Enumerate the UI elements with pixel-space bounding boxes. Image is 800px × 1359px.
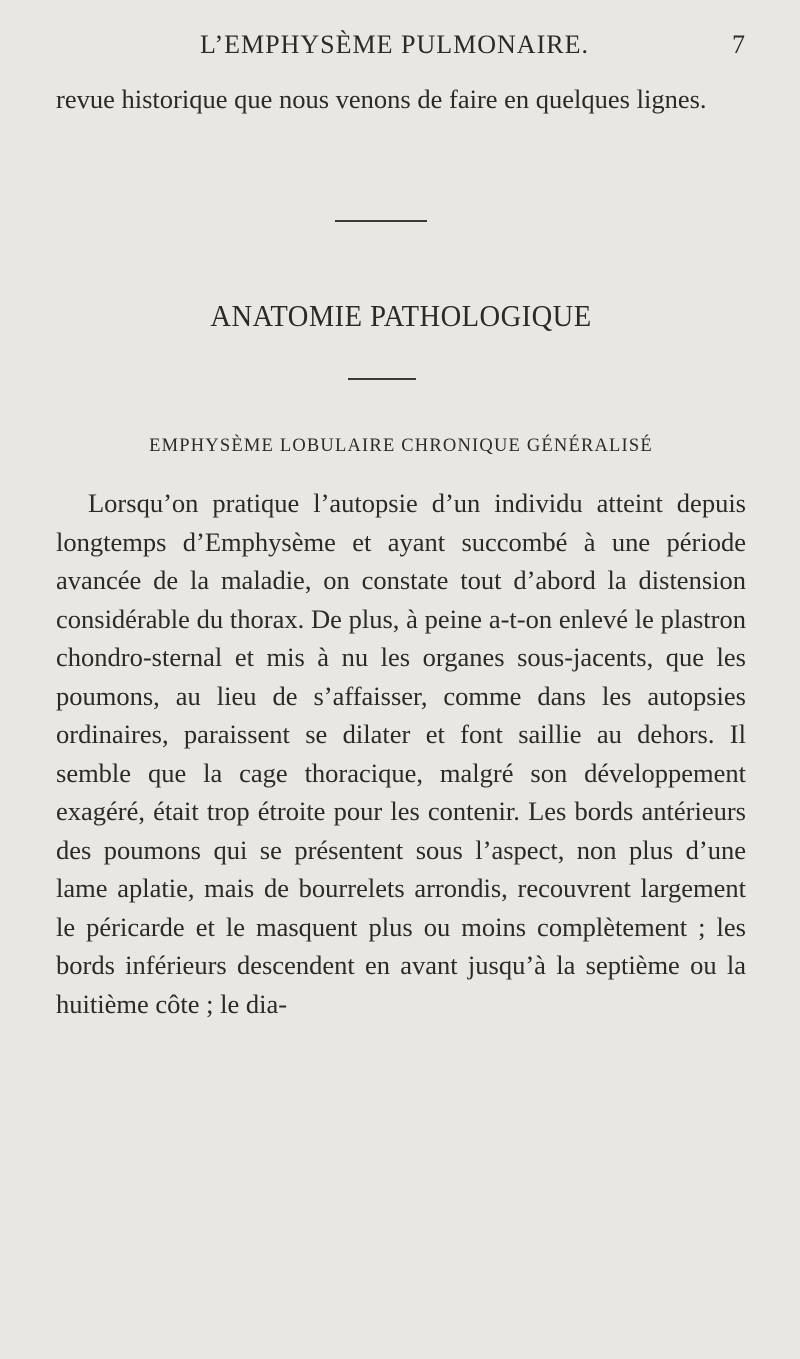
section-title: ANATOMIE PATHOLOGIQUE [210,298,592,333]
divider-rule-bottom [348,378,416,380]
divider-rule-top [335,220,427,222]
section-subtitle: EMPHYSÈME LOBULAIRE CHRONIQUE GÉNÉRALISÉ [149,436,653,456]
running-title: L’EMPHYSÈME PULMONAIRE. [200,30,589,59]
main-paragraph: Lorsqu’on pratique l’autopsie d’un individu atteint depuis longtemps d’Emphysème et ayant succombé à une période avancée de la maladie, on constate tout d’abord la distension considérable du thorax. De plus, à peine a-t-on enlevé le plastron chondro-sternal et mis à nu les organes sous-jacents, que les poumons, au lieu de s’affaisser, comme dans les autopsies ordinaires, paraissent se dilater et font saillie au dehors. Il semble que la cage thoracique, malgré son développement exagéré, était trop étroite pour les contenir. Les bords antérieurs des poumons qui se présentent sous l’aspect, non plus d’une lame aplatie, mais de bourrelets arrondis, recouvrent largement le péricarde et le masquent plus ou moins complètement ; les bords inférieurs descendent en avant jusqu’à la septième ou la huitième côte ; le dia- [56,488,746,1019]
intro-paragraph: revue historique que nous venons de faire en quelques lignes. [56,84,707,114]
running-header [56,30,746,66]
page-number: 7 [732,30,746,59]
